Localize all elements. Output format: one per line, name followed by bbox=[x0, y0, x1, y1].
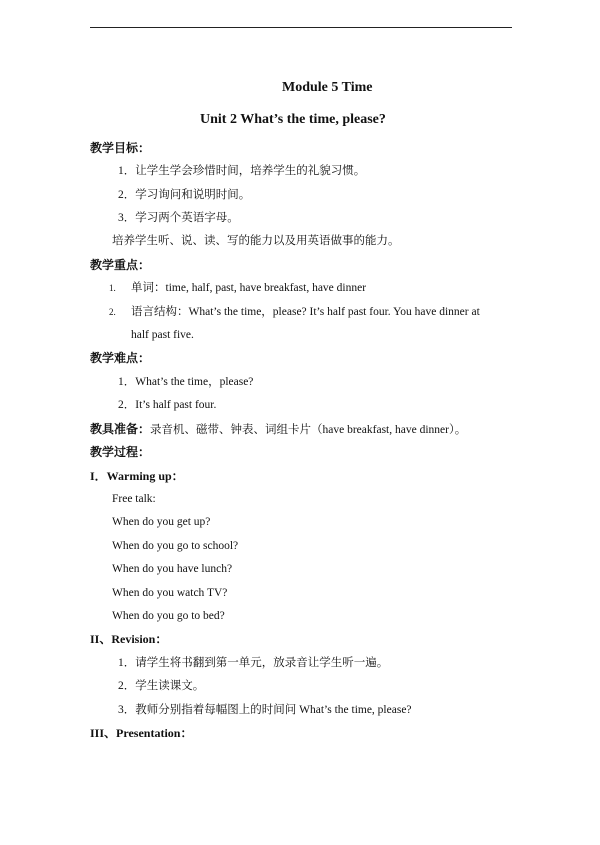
item-number: 1. bbox=[109, 283, 116, 293]
list-item bbox=[118, 398, 216, 412]
item-number: 2． bbox=[118, 680, 136, 692]
item-number: 1． bbox=[118, 376, 136, 388]
list-item bbox=[118, 375, 253, 389]
materials-text: 录音机、磁带、钟表、词组卡片（have breakfast, have dinner）。 bbox=[150, 424, 467, 436]
header-rule bbox=[90, 27, 512, 28]
item-text: 请学生将书翻到第一单元，放录音让学生听一遍。 bbox=[135, 657, 389, 669]
item-text: 学习两个英语字母。 bbox=[135, 212, 239, 224]
list-item bbox=[109, 305, 116, 319]
item-text: 让学生学会珍惜时间，培养学生的礼貌习惯。 bbox=[135, 165, 366, 177]
unit-title: Unit 2 What’s the time, please? bbox=[200, 112, 386, 127]
key-points-heading: 教学重点： bbox=[90, 258, 151, 272]
list-item: When do you go to bed? bbox=[112, 610, 225, 622]
list-item: When do you watch TV? bbox=[112, 587, 228, 599]
list-item bbox=[109, 281, 116, 295]
difficulties-heading: 教学难点： bbox=[90, 351, 151, 365]
list-item bbox=[118, 679, 204, 693]
revision-heading: II、Revision： bbox=[90, 632, 168, 646]
presentation-heading: III、Presentation： bbox=[90, 726, 193, 740]
list-item bbox=[118, 211, 239, 225]
list-item bbox=[118, 703, 412, 717]
item-continuation: half past five. bbox=[131, 329, 194, 341]
item-number: 1． bbox=[118, 165, 136, 177]
list-item: When do you get up? bbox=[112, 516, 211, 528]
item-text: 语言结构：What’s the time，please? It’s half past four. You have dinner at bbox=[131, 306, 480, 318]
materials-heading: 教具准备： bbox=[90, 422, 151, 436]
materials-line bbox=[90, 422, 466, 437]
process-heading: 教学过程： bbox=[90, 445, 151, 459]
objectives-extra: 培养学生听、说、读、写的能力以及用英语做事的能力。 bbox=[112, 235, 400, 247]
objectives-heading: 教学目标： bbox=[90, 141, 151, 155]
list-item bbox=[118, 164, 365, 178]
list-item bbox=[118, 188, 250, 202]
warming-up-heading: I．Warming up： bbox=[90, 469, 184, 483]
item-text: What’s the time，please? bbox=[135, 376, 254, 388]
module-title: Module 5 Time bbox=[282, 80, 373, 95]
list-item bbox=[118, 656, 388, 670]
item-text: 教师分别指着每幅图上的时间问 What’s the time, please? bbox=[135, 704, 412, 716]
item-number: 2. bbox=[109, 307, 116, 317]
list-item: When do you have lunch? bbox=[112, 563, 233, 575]
list-item: When do you go to school? bbox=[112, 540, 239, 552]
item-number: 1． bbox=[118, 657, 136, 669]
item-text: 单词：time, half, past, have breakfast, have dinner bbox=[131, 282, 367, 294]
item-text: 学生读课文。 bbox=[135, 680, 205, 692]
item-number: 3． bbox=[118, 704, 136, 716]
item-number: 3． bbox=[118, 212, 136, 224]
item-text: It’s half past four. bbox=[135, 399, 217, 411]
item-number: 2． bbox=[118, 189, 136, 201]
list-item: Free talk: bbox=[112, 493, 156, 505]
item-text: 学习询问和说明时间。 bbox=[135, 189, 251, 201]
item-number: 2． bbox=[118, 399, 136, 411]
